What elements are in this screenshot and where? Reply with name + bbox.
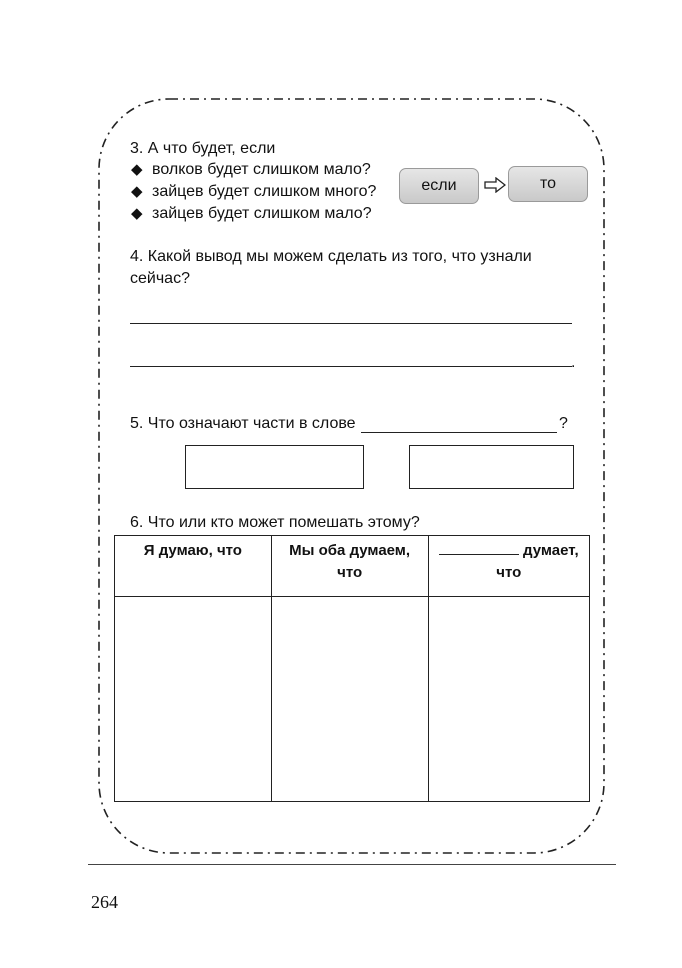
word-part-box-1[interactable] [185,445,364,489]
header-we-both-think-line-1: Мы оба думаем, [289,542,411,559]
answer-cell-1[interactable] [115,597,272,802]
answer-end-period: . [571,354,576,371]
answer-line-1[interactable] [130,323,572,324]
header-someone-thinks-line-1: думает, [523,542,579,559]
q5-text: 5. Что означают части в слове [130,415,356,432]
q4-line-1: 4. Какой вывод мы можем сделать из того, что узнали [130,248,532,265]
answer-cell-2[interactable] [271,597,428,802]
q4-line-2: сейчас? [130,270,190,287]
name-blank[interactable] [439,540,519,555]
thinking-table [114,535,590,802]
q3-item-2: зайцев будет слишком много? [152,183,377,200]
word-blank[interactable] [361,432,557,433]
footer-rule [88,864,616,865]
answer-cell-3[interactable] [428,597,590,802]
table-row [115,597,590,802]
q6-title: 6. Что или кто может помешать этому? [130,514,420,531]
answer-line-2[interactable] [130,366,572,367]
header-i-think [115,536,272,597]
diamond-bullet-icon: ◆ [131,205,143,222]
word-part-box-2[interactable] [409,445,574,489]
table-header-row [115,536,590,597]
header-we-both-think [271,536,428,597]
header-someone-thinks [428,536,590,597]
header-someone-thinks-line-2: что [496,564,522,581]
header-we-both-think-line-2: что [337,564,363,581]
then-label-box: то [508,166,588,202]
if-label-box: если [399,168,479,204]
q3-title: 3. А что будет, если [130,140,276,157]
outline-right-arrow-icon [484,177,506,193]
q5-question-mark: ? [559,415,568,432]
q3-item-1: волков будет слишком мало? [152,161,371,178]
q3-item-3: зайцев будет слишком мало? [152,205,372,222]
diamond-bullet-icon: ◆ [131,161,143,178]
header-i-think-text: Я думаю, что [143,542,242,559]
diamond-bullet-icon: ◆ [131,183,143,200]
page-number: 264 [91,892,118,912]
